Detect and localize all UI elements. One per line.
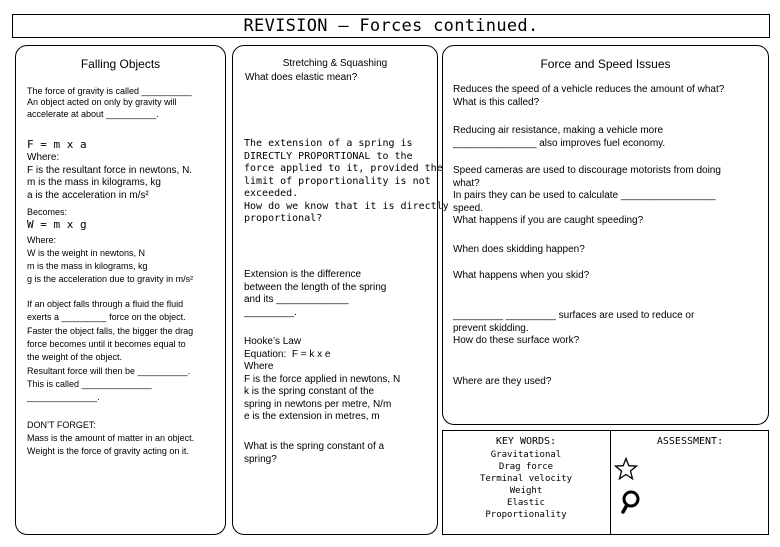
speed-question-4: When does skidding happen? xyxy=(453,244,585,255)
spring-constant-question: What is the spring constant of a spring? xyxy=(244,441,385,465)
stretching-panel xyxy=(232,45,449,535)
falling-intro: The force of gravity is called __________ An object acted on only by gravity will accelerate at about __________. xyxy=(27,86,192,119)
speed-question-1: Reduces the speed of a vehicle reduces the amount of what? What is this called? xyxy=(453,84,725,108)
extension-text: The extension of a spring is DIRECTLY PROPORTIONAL to the force applied to it, provided the limit of proportionality is not exceeded. How do we know that it is directly proportional? xyxy=(244,138,449,224)
keyword-item: Proportionality xyxy=(485,510,567,520)
fluid-text: If an object falls through a fluid the fluid exerts a _________ force on the object. Faster the object falls, the bigger the drag force becomes until it becomes equal to the weight of the object. Resultant force will then be __________. This is called ______________ ______________. xyxy=(27,299,194,403)
keyword-item: Elastic xyxy=(507,498,545,508)
equation-wmg-description: Where: W is the weight in newtons, N m is the mass in kilograms, kg g is the acceleration due to gravity in m/s² xyxy=(27,235,194,285)
page-title: REVISION – Forces continued. xyxy=(243,16,539,36)
keyword-item: Terminal velocity xyxy=(479,474,573,484)
equation-wmg: W = m x g xyxy=(27,218,87,231)
speed-question-7: Where are they used? xyxy=(453,376,552,387)
keyword-item: Gravitational xyxy=(490,450,562,460)
falling-objects-panel xyxy=(15,45,226,535)
star-icon xyxy=(614,457,638,481)
becomes-label: Becomes: xyxy=(27,207,68,217)
speed-question-6: _________ _________ surfaces are used to reduce or prevent skidding. How do these surface work? xyxy=(453,310,695,346)
keyword-item: Drag force xyxy=(498,462,554,472)
speed-question-5: What happens when you skid? xyxy=(453,270,590,281)
equation-fma-description: Where: F is the resultant force in newtons, N. m is the mass in kilograms, kg a is the acceleration in m/s² xyxy=(27,152,193,201)
force-speed-panel xyxy=(442,45,769,425)
assessment-heading: ASSESSMENT: xyxy=(656,436,724,447)
keyword-item: Weight xyxy=(509,486,543,496)
keywords-heading: KEY WORDS: xyxy=(495,436,557,447)
keywords-list xyxy=(442,449,610,521)
speed-heading: Force and Speed Issues xyxy=(540,57,671,71)
elastic-question: What does elastic mean? xyxy=(245,72,358,83)
speed-question-3: Speed cameras are used to discourage motorists from doing what? In pairs they can be used to calculate _________________ speed. What happens if you are caught speeding? xyxy=(453,165,721,226)
title-bar xyxy=(12,14,770,38)
dont-forget-text: DON’T FORGET: Mass is the amount of matter in an object. Weight is the force of gravity acting on it. xyxy=(27,420,195,457)
hookes-law-text: Hooke’s Law Equation: F = k x e Where F is the force applied in newtons, N k is the spring constant of the spring in newtons per metre, N/m e is the extension in metres, m xyxy=(244,336,401,422)
falling-heading: Falling Objects xyxy=(80,57,161,71)
extension-difference-text: Extension is the difference between the length of the spring and its _____________ _________. xyxy=(244,269,387,318)
equation-fma: F = m x a xyxy=(27,138,87,151)
magnifier-icon xyxy=(620,489,642,515)
speed-question-2: Reducing air resistance, making a vehicle more _______________ also improves fuel economy. xyxy=(453,125,666,149)
stretching-heading: Stretching & Squashing xyxy=(282,58,388,69)
